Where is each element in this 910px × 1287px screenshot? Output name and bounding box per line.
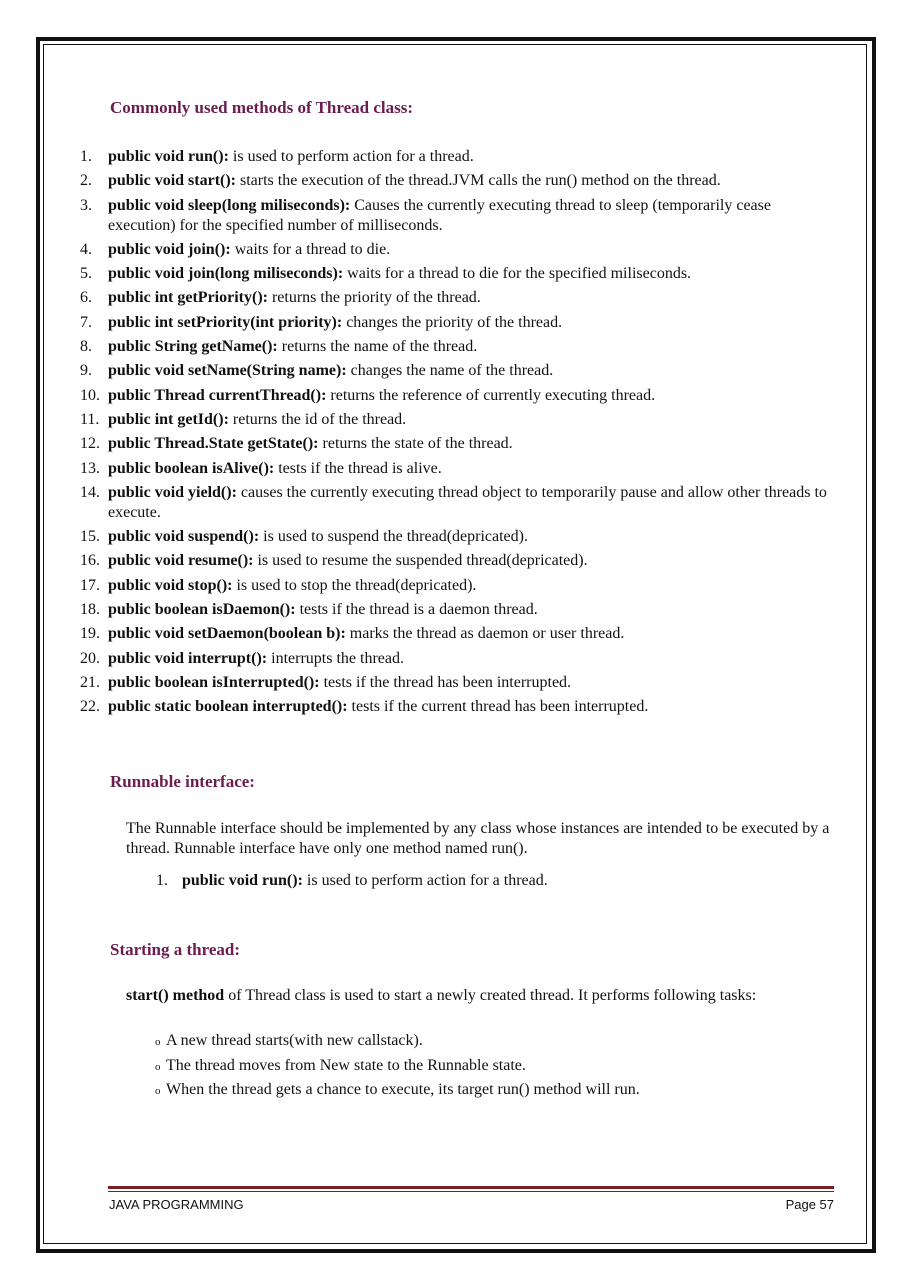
method-signature: public Thread currentThread(): [108,386,327,404]
item-number: 20. [80,649,100,667]
list-item [80,483,840,523]
item-number: 10. [80,386,100,404]
footer-rule-thin [108,1191,834,1192]
item-number: 13. [80,459,100,477]
method-description: interrupts the thread. [267,649,404,667]
method-description: waits for a thread to die. [230,240,391,258]
list-item [80,527,840,547]
method-description: changes the name of the thread. [346,362,554,380]
list-item [80,361,840,381]
method-signature: public void join(): [108,240,231,258]
list-item [80,147,840,167]
item-number: 1. [156,872,168,889]
method-description: is used to suspend the thread(depricated). [259,528,528,546]
item-number: 19. [80,625,100,643]
method-description: returns the id of the thread. [228,410,407,428]
list-item [80,673,840,693]
method-description: returns the state of the thread. [318,435,513,453]
footer-rule [108,1186,834,1189]
item-number: 1. [80,148,92,165]
method-signature: public void interrupt(): [108,649,268,667]
method-description: tests if the thread has been interrupted. [319,673,572,691]
item-number: 5. [80,265,92,283]
method-description: returns the reference of currently executing thread. [326,386,656,404]
list-item [80,459,840,479]
method-signature: public int getId(): [108,410,229,428]
method-signature: public void sleep(long miliseconds): [108,196,351,214]
method-signature: public int setPriority(int priority): [108,313,343,331]
list-item [80,264,840,284]
method-signature: public void yield(): [108,483,237,501]
method-signature: public void start(): [108,172,236,190]
list-item [80,410,840,430]
list-item [80,434,840,454]
method-signature: public void join(long miliseconds): [108,265,344,283]
method-description: waits for a thread to die for the specified miliseconds. [343,265,692,283]
method-signature: public void setName(String name): [108,362,347,380]
item-number: 18. [80,601,100,619]
item-number: 7. [80,313,92,331]
item-number: 11. [80,410,100,428]
list-item [80,313,840,333]
list-item [80,386,840,406]
list-item [80,171,840,191]
item-number: 4. [80,240,92,258]
method-signature: public void stop(): [108,576,233,594]
method-signature: public Thread.State getState(): [108,435,319,453]
method-description: tests if the thread is alive. [274,459,442,477]
method-signature: public void run(): [108,148,229,165]
list-item [80,600,840,620]
bullet-mark: o [155,1085,161,1098]
thread-methods-list [80,147,840,722]
item-number: 8. [80,338,92,356]
method-description: tests if the current thread has been interrupted. [347,698,649,716]
starting-paragraph [126,986,838,1006]
method-description: returns the priority of the thread. [267,289,481,307]
item-number: 16. [80,552,100,570]
list-item [80,624,840,644]
list-item [155,1031,640,1051]
starting-paragraph-text: of Thread class is used to start a newly created thread. It performs following tasks: [224,987,757,1004]
list-item [80,337,840,357]
method-description: causes the currently executing thread object to temporarily pause and allow other threads to execute. [108,483,827,521]
heading-starting-thread: Starting a thread: [110,940,241,959]
method-signature: public void suspend(): [108,528,260,546]
list-item [80,576,840,596]
item-number: 21. [80,673,100,691]
method-signature: public boolean isInterrupted(): [108,673,320,691]
method-signature: public void setDaemon(boolean b): [108,625,346,643]
method-description: returns the name of the thread. [277,338,478,356]
list-item [80,697,840,717]
method-description: changes the priority of the thread. [342,313,563,331]
start-method-term: start() method [126,987,225,1004]
item-number: 15. [80,528,100,546]
item-number: 22. [80,698,100,716]
item-number: 2. [80,172,92,190]
item-number: 3. [80,196,92,214]
method-signature: public static boolean interrupted(): [108,698,348,716]
list-item [80,288,840,308]
bullet-text: A new thread starts(with new callstack). [166,1032,423,1049]
bullet-text: When the thread gets a chance to execute, its target run() method will run. [166,1081,640,1099]
page-number: Page 57 [785,1197,834,1212]
footer-title: JAVA PROGRAMMING [109,1197,244,1212]
heading-thread-methods: Commonly used methods of Thread class: [110,98,414,117]
method-signature: public String getName(): [108,338,278,356]
item-number: 17. [80,576,100,594]
list-item [156,871,548,891]
method-description: starts the execution of the thread.JVM calls the run() method on the thread. [236,172,721,190]
method-description: tests if the thread is a daemon thread. [295,601,538,619]
method-signature: public void run(): [182,872,303,889]
item-number: 12. [80,435,100,453]
method-signature: public boolean isAlive(): [108,459,275,477]
method-description: marks the thread as daemon or user thread. [345,625,625,643]
list-item [80,551,840,571]
item-number: 14. [80,483,100,501]
method-description: Causes the currently executing thread to sleep (temporarily cease execution) for the specified number of milliseconds. [108,196,771,234]
bullet-mark: o [155,1060,161,1073]
list-item [80,240,840,260]
list-item [155,1080,640,1100]
method-description: is used to perform action for a thread. [228,148,474,165]
item-number: 9. [80,362,92,380]
heading-runnable-interface: Runnable interface: [110,772,255,791]
bullet-mark: o [155,1036,161,1048]
method-description: is used to stop the thread(depricated). [232,576,477,594]
item-number: 6. [80,289,92,307]
method-signature: public void resume(): [108,552,254,570]
bullet-text: The thread moves from New state to the Runnable state. [166,1056,526,1074]
task-bullets [155,1031,640,1105]
method-description: is used to resume the suspended thread(depricated). [253,552,588,570]
list-item [155,1056,640,1076]
list-item [80,649,840,669]
method-description: is used to perform action for a thread. [302,872,548,889]
runnable-methods-list [156,871,548,891]
runnable-paragraph: The Runnable interface should be implemented by any class whose instances are intended to be executed by a thread. Runnable interface have only one method named run(). [126,820,830,857]
method-signature: public boolean isDaemon(): [108,601,296,619]
list-item [80,196,840,236]
method-signature: public int getPriority(): [108,289,268,307]
